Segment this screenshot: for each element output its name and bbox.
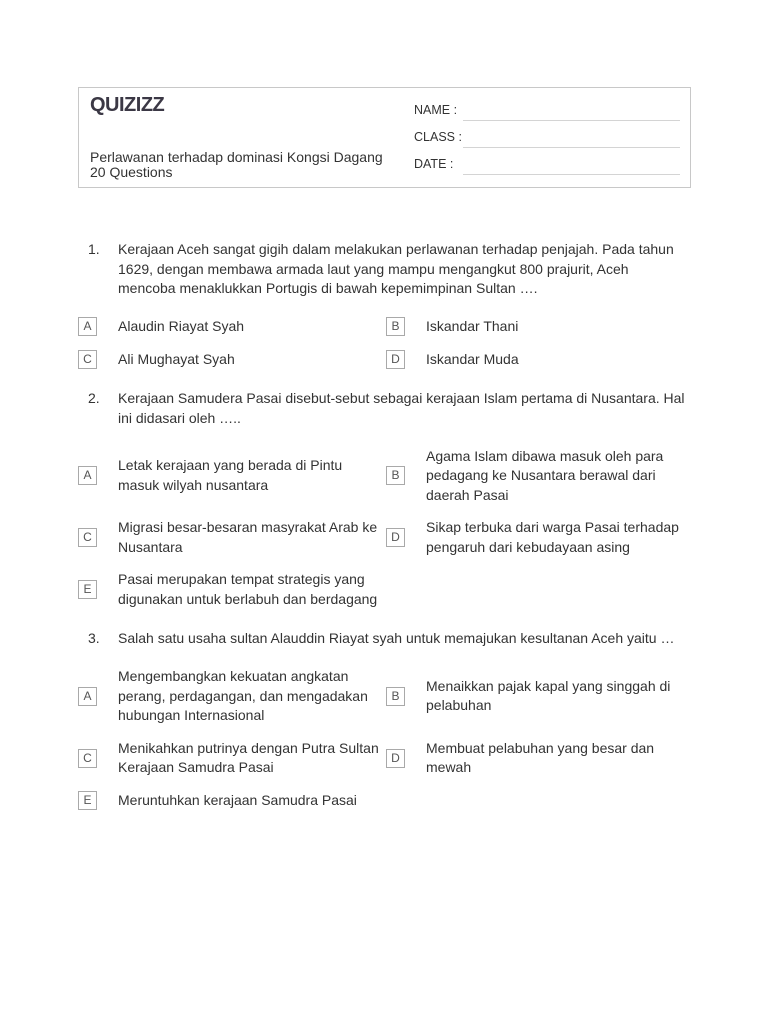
option-a-text: Letak kerajaan yang berada di Pintu masuk wilyah nusantara <box>118 457 343 493</box>
date-field-line <box>463 174 680 175</box>
option-e-letter-box: E <box>78 791 97 810</box>
option-e <box>78 570 386 609</box>
option-c <box>78 350 386 370</box>
answer-options <box>78 447 691 610</box>
option-c-text: Migrasi besar-besaran masyrakat Arab ke Nusantara <box>118 519 378 555</box>
option-a-letter-box: A <box>78 687 97 706</box>
option-c-text: Menikahkan putrinya dengan Putra Sultan Kerajaan Samudra Pasai <box>118 739 379 775</box>
question-text: Kerajaan Aceh sangat gigih dalam melakukan perlawanan terhadap penjajah. Pada tahun 1629, dengan membawa armada laut yang mampu mengangkut 800 prajurit, Aceh mencoba menaklukkan Portugis di bawah kepemimpinan Sultan …. <box>118 241 674 296</box>
option-c-letter-box: C <box>78 350 97 369</box>
quizizz-logo: QUIZIZZ <box>90 94 165 116</box>
option-b-text: Menaikkan pajak kapal yang singgah di pelabuhan <box>426 677 671 714</box>
option-c <box>78 739 386 778</box>
question-header <box>78 389 691 428</box>
option-e-letter-box: E <box>78 580 97 599</box>
option-a-letter-box: A <box>78 317 97 336</box>
option-b-text: Agama Islam dibawa masuk oleh para pedagang ke Nusantara berawal dari daerah Pasai <box>426 447 664 503</box>
question-number: 3. <box>88 630 100 646</box>
question-list <box>78 240 691 810</box>
option-a-text: Mengembangkan kekuatan angkatan perang, perdagangan, dan mengadakan hubungan Internasional <box>118 668 368 723</box>
option-d-letter-box: D <box>386 749 405 768</box>
worksheet-title-block <box>90 150 383 180</box>
question-2 <box>78 389 691 609</box>
option-a <box>78 667 386 726</box>
question-header <box>78 629 691 649</box>
option-a <box>78 456 386 495</box>
option-b-letter-box: B <box>386 466 405 485</box>
option-a-letter-box: A <box>78 466 97 485</box>
question-count: 20 Questions <box>90 163 173 180</box>
class-field-label: CLASS : <box>414 130 462 144</box>
option-a <box>78 317 386 337</box>
option-e <box>78 791 386 811</box>
option-e-text: Meruntuhkan kerajaan Samudra Pasai <box>118 791 357 808</box>
name-field <box>414 102 684 122</box>
option-d <box>386 518 691 557</box>
class-field <box>414 129 684 149</box>
class-field-line <box>463 147 680 148</box>
option-d-text: Iskandar Muda <box>426 350 519 367</box>
question-text: Kerajaan Samudera Pasai disebut-sebut sebagai kerajaan Islam pertama di Nusantara. Hal ini didasari oleh ….. <box>118 390 685 426</box>
option-d <box>386 350 691 370</box>
question-number: 2. <box>88 390 100 406</box>
question-number: 1. <box>88 241 100 257</box>
option-e-text: Pasai merupakan tempat strategis yang digunakan untuk berlabuh dan berdagang <box>118 571 378 607</box>
option-c-letter-box: C <box>78 528 97 547</box>
worksheet-header <box>78 87 691 188</box>
name-field-line <box>463 120 680 121</box>
question-3 <box>78 629 691 810</box>
option-a-text: Alaudin Riayat Syah <box>118 318 245 334</box>
answer-options <box>78 317 691 369</box>
date-field-label: DATE : <box>414 157 454 171</box>
option-b <box>386 317 691 337</box>
option-b-text: Iskandar Thani <box>426 318 519 334</box>
question-header <box>78 240 691 299</box>
name-field-label: NAME : <box>414 103 458 117</box>
option-d-text: Membuat pelabuhan yang besar dan mewah <box>426 739 655 775</box>
option-b-letter-box: B <box>386 687 405 706</box>
option-b-letter-box: B <box>386 317 405 336</box>
option-d-letter-box: D <box>386 350 405 369</box>
question-text: Salah satu usaha sultan Alauddin Riayat syah untuk memajukan kesultanan Aceh yaitu … <box>118 630 675 646</box>
option-d-letter-box: D <box>386 528 405 547</box>
question-1 <box>78 240 691 369</box>
option-c-text: Ali Mughayat Syah <box>118 350 235 367</box>
option-b <box>386 447 691 506</box>
worksheet-title: Perlawanan terhadap dominasi Kongsi Dagang <box>90 148 383 165</box>
answer-options <box>78 667 691 810</box>
option-c <box>78 518 386 557</box>
date-field <box>414 156 684 176</box>
option-c-letter-box: C <box>78 749 97 768</box>
option-b <box>386 677 691 716</box>
option-d <box>386 739 691 778</box>
option-d-text: Sikap terbuka dari warga Pasai terhadap pengaruh dari kebudayaan asing <box>426 519 679 555</box>
